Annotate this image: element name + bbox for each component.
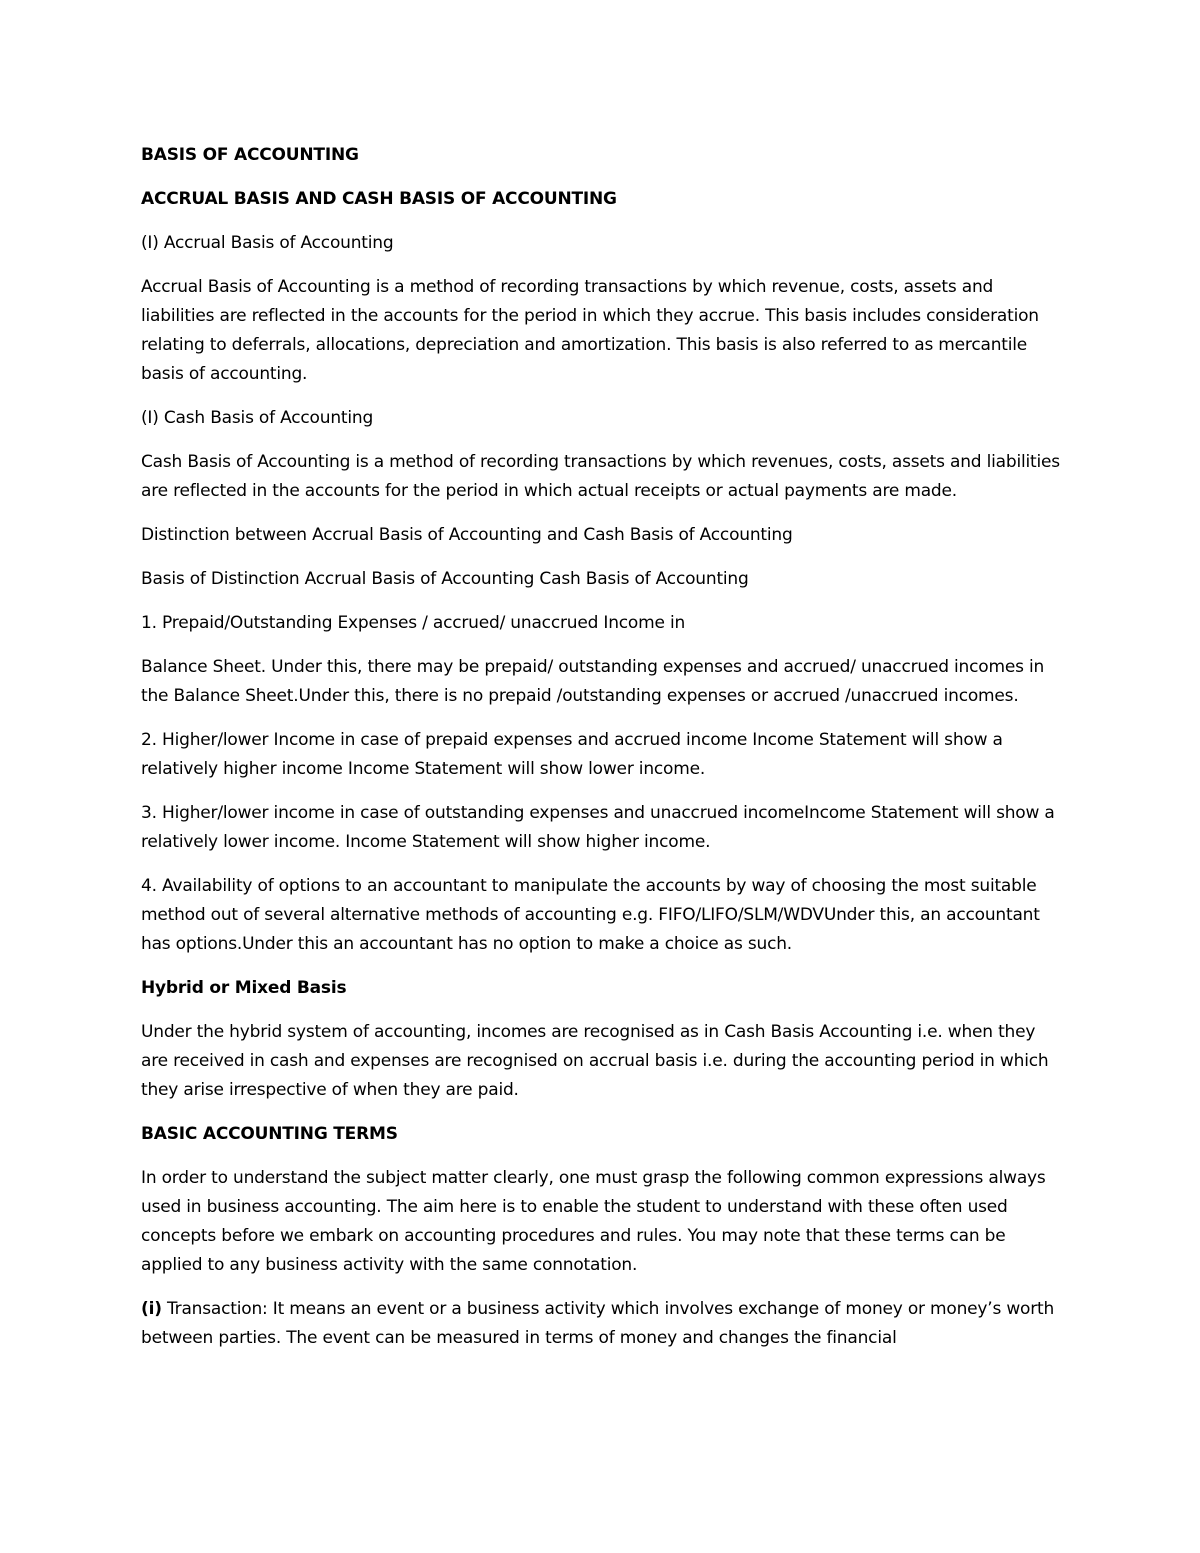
hybrid-heading: Hybrid or Mixed Basis (141, 978, 347, 998)
point-2-paragraph: 2. Higher/lower Income in case of prepaid expenses and accrued income Income Statement will show a relatively higher income Income Statement will show lower income. (141, 730, 1003, 779)
transaction-label: (i) (141, 1299, 162, 1319)
cash-heading: (I) Cash Basis of Accounting (141, 408, 374, 428)
cash-paragraph: Cash Basis of Accounting is a method of recording transactions by which revenues, costs, assets and liabilities are reflected in the accounts for the period in which actual receipts or actual payments are made. (141, 452, 1060, 501)
accrual-paragraph: Accrual Basis of Accounting is a method of recording transactions by which revenue, costs, assets and liabilities are reflected in the accounts for the period in which they accrue. This basis includes consideration relating to deferrals, allocations, depreciation and amortization. This basis is also referred to as mercantile basis of accounting. (141, 277, 1039, 384)
point-1-paragraph: Balance Sheet. Under this, there may be prepaid/ outstanding expenses and accrued/ unaccrued incomes in the Balance Sheet.Under this, there is no prepaid /outstanding expenses or accrued /unaccrued incomes. (141, 657, 1045, 706)
point-3-paragraph: 3. Higher/lower income in case of outstanding expenses and unaccrued incomeIncome Statement will show a relatively lower income. Income Statement will show higher income. (141, 803, 1055, 852)
hybrid-paragraph: Under the hybrid system of accounting, incomes are recognised as in Cash Basis Accounting i.e. when they are received in cash and expenses are recognised on accrual basis i.e. during the accounting period in which they arise irrespective of when they are paid. (141, 1022, 1049, 1100)
document-title: BASIS OF ACCOUNTING (141, 145, 359, 165)
transaction-paragraph (141, 1295, 1061, 1353)
distinction-heading: Distinction between Accrual Basis of Accounting and Cash Basis of Accounting (141, 525, 793, 545)
terms-heading: BASIC ACCOUNTING TERMS (141, 1124, 398, 1144)
document-page (141, 141, 1061, 1368)
accrual-heading: (I) Accrual Basis of Accounting (141, 233, 394, 253)
point-4-paragraph: 4. Availability of options to an accountant to manipulate the accounts by way of choosing the most suitable method out of several alternative methods of accounting e.g. FIFO/LIFO/SLM/WDVUnder this, an accountant has options.Under this an accountant has no option to make a choice as such. (141, 876, 1040, 954)
distinction-columns: Basis of Distinction Accrual Basis of Accounting Cash Basis of Accounting (141, 569, 749, 589)
transaction-text: Transaction: It means an event or a business activity which involves exchange of money or money’s worth between parties. The event can be measured in terms of money and changes the financial (141, 1299, 1055, 1348)
point-1-heading: 1. Prepaid/Outstanding Expenses / accrued/ unaccrued Income in (141, 613, 686, 633)
terms-paragraph: In order to understand the subject matter clearly, one must grasp the following common expressions always used in business accounting. The aim here is to enable the student to understand with these often used concepts before we embark on accounting procedures and rules. You may note that these terms can be applied to any business activity with the same connotation. (141, 1168, 1046, 1275)
document-subtitle: ACCRUAL BASIS AND CASH BASIS OF ACCOUNTING (141, 189, 617, 209)
